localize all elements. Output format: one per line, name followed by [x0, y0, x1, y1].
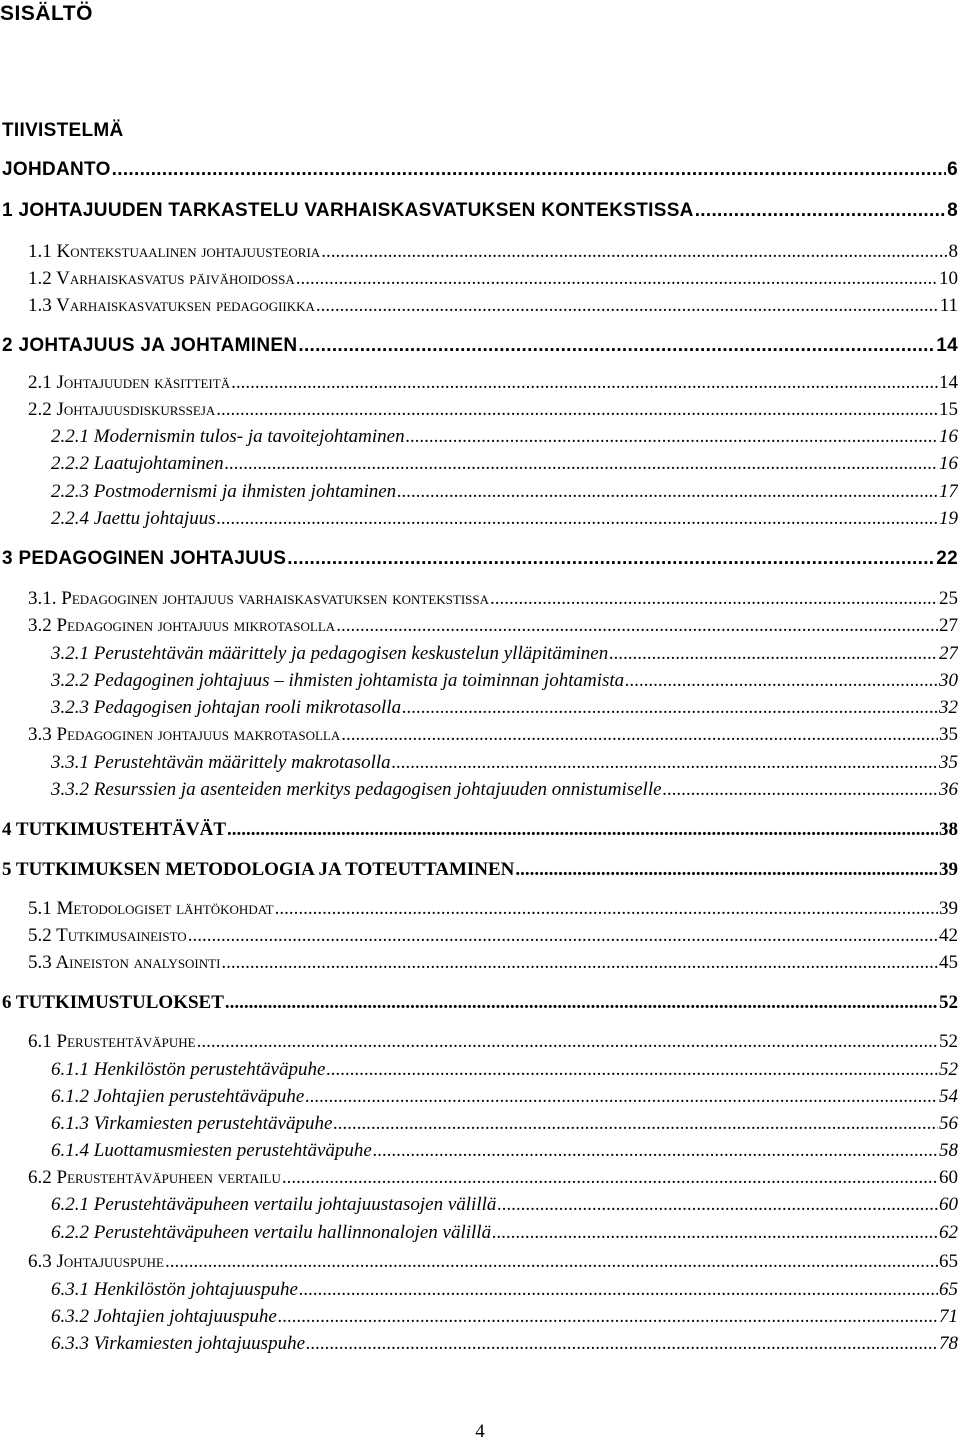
toc-entry[interactable]: [51, 1277, 958, 1303]
toc-entry-title: 3.3.1 Perustehtävän määrittely makrotasolla: [51, 752, 391, 773]
toc-dot-leader: [316, 293, 939, 319]
toc-entry[interactable]: [28, 239, 958, 265]
toc-entry-page: 60: [939, 1167, 958, 1188]
toc-entry-page: 45: [939, 952, 958, 973]
toc-entry-title: 3.2 Pedagoginen johtajuus mikrotasolla: [28, 615, 336, 636]
toc-entry-title: 6.2.1 Perustehtäväpuheen vertailu johtajuustasojen välillä: [51, 1194, 497, 1215]
toc-entry[interactable]: [28, 613, 958, 639]
toc-dot-leader: [296, 266, 938, 292]
toc-dot-leader: [282, 1165, 938, 1191]
toc-entry[interactable]: [28, 1029, 958, 1055]
toc-dot-leader: [299, 1277, 938, 1303]
toc-entry[interactable]: [51, 1304, 958, 1330]
toc-entry[interactable]: [2, 817, 958, 843]
toc-entry-title: 3.2.2 Pedagoginen johtajuus – ihmisten johtamista ja toiminnan johtamista: [51, 670, 625, 691]
toc-entry[interactable]: [28, 1249, 958, 1275]
toc-entry-title: 3.1. Pedagoginen johtajuus varhaiskasvatuksen kontekstissa: [28, 588, 490, 609]
toc-entry-page: 39: [939, 898, 958, 919]
toc-entry-title: 1.3 Varhaiskasvatuksen pedagogiikka: [28, 295, 315, 316]
toc-entry[interactable]: [2, 198, 958, 224]
toc-dot-leader: [392, 750, 938, 776]
toc-entry-page: 14: [939, 372, 958, 393]
toc-dot-leader: [197, 1029, 938, 1055]
toc-entry-title: 6.3.2 Johtajien johtajuuspuhe: [51, 1306, 277, 1327]
toc-entry-title: 3.2.1 Perustehtävän määrittely ja pedagogisen keskustelun ylläpitäminen: [51, 643, 609, 664]
toc-entry-title: 6.3 Johtajuuspuhe: [28, 1251, 164, 1272]
toc-entry-title: 2.2.2 Laatujohtaminen: [51, 453, 224, 474]
toc-entry[interactable]: [51, 1220, 958, 1246]
toc-entry[interactable]: [51, 451, 958, 477]
toc-entry-page: 30: [939, 670, 958, 691]
toc-dot-leader: [492, 1220, 938, 1246]
toc-entry-title: 6.2.2 Perustehtäväpuheen vertailu hallinnonalojen välillä: [51, 1222, 492, 1243]
toc-entry-page: 19: [939, 508, 958, 529]
toc-entry[interactable]: [28, 923, 958, 949]
toc-entry[interactable]: [51, 641, 958, 667]
toc-entry-title: 2.2 Johtajuusdiskursseja: [28, 399, 216, 420]
toc-entry-title: 1 JOHTAJUUDEN TARKASTELU VARHAISKASVATUKSEN KONTEKSTISSA: [2, 200, 694, 221]
toc-dot-leader: [625, 668, 938, 694]
toc-dot-leader: [217, 506, 938, 532]
toc-entry-page: 52: [939, 1031, 958, 1052]
toc-entry-page: 16: [939, 426, 958, 447]
toc-entry-title: 3.2.3 Pedagogisen johtajan rooli mikrotasolla: [51, 697, 402, 718]
toc-entry-page: 16: [939, 453, 958, 474]
toc-dot-leader: [515, 857, 938, 883]
toc-entry-title: 5.3 Aineiston analysointi: [28, 952, 221, 973]
toc-dot-leader: [397, 479, 938, 505]
toc-entry-page: 6: [947, 159, 958, 180]
toc-entry[interactable]: [2, 990, 958, 1016]
toc-entry[interactable]: [51, 1111, 958, 1137]
toc-dot-leader: [216, 397, 938, 423]
toc-entry-page: 14: [936, 335, 958, 356]
toc-entry-page: 35: [939, 724, 958, 745]
toc-dot-leader: [321, 239, 947, 265]
toc-entry-page: 36: [939, 779, 958, 800]
toc-entry-title: TIIVISTELMÄ: [2, 120, 124, 141]
toc-entry-title: 6 TUTKIMUSTULOKSET: [2, 992, 224, 1013]
toc-entry-page: 42: [939, 925, 958, 946]
toc-dot-leader: [497, 1192, 938, 1218]
toc-entry-page: 78: [939, 1333, 958, 1354]
toc-entry-page: 22: [936, 548, 958, 569]
toc-entry-page: 52: [939, 1059, 958, 1080]
toc-entry[interactable]: [51, 1138, 958, 1164]
toc-entry[interactable]: [2, 157, 958, 183]
toc-entry-page: 17: [939, 481, 958, 502]
toc-entry-page: 62: [939, 1222, 958, 1243]
toc-entry-page: 8: [947, 200, 958, 221]
toc-dot-leader: [298, 333, 935, 359]
toc-entry-title: 3 PEDAGOGINEN JOHTAJUUS: [2, 548, 287, 569]
toc-entry[interactable]: [28, 397, 958, 423]
toc-dot-leader: [333, 1111, 938, 1137]
toc-entry-page: 27: [939, 643, 958, 664]
toc-entry-page: 65: [939, 1251, 958, 1272]
toc-entry[interactable]: [2, 546, 958, 572]
toc-entry-title: 6.2 Perustehtäväpuheen vertailu: [28, 1167, 281, 1188]
toc-dot-leader: [227, 817, 938, 843]
toc-dot-leader: [663, 777, 938, 803]
toc-entry-title: JOHDANTO: [2, 159, 111, 180]
toc-dot-leader: [225, 451, 938, 477]
toc-entry[interactable]: [51, 777, 958, 803]
toc-entry[interactable]: [51, 750, 958, 776]
toc-entry-title: 5 TUTKIMUKSEN METODOLOGIA JA TOTEUTTAMINEN: [2, 859, 515, 880]
toc-entry-title: 3.3.2 Resurssien ja asenteiden merkitys pedagogisen johtajuuden onnistumiselle: [51, 779, 662, 800]
toc-entry-title: 3.3 Pedagoginen johtajuus makrotasolla: [28, 724, 341, 745]
toc-entry-title: 6.1.3 Virkamiesten perustehtäväpuhe: [51, 1113, 333, 1134]
toc-entry[interactable]: [28, 722, 958, 748]
toc-dot-leader: [306, 1331, 938, 1357]
toc-dot-leader: [165, 1249, 938, 1275]
toc-entry-page: 52: [939, 992, 958, 1013]
toc-entry-title: 4 TUTKIMUSTEHTÄVÄT: [2, 819, 227, 840]
toc-dot-leader: [275, 896, 938, 922]
toc-entry-title: 5.2 Tutkimusaineisto: [28, 925, 187, 946]
toc-entry[interactable]: [2, 333, 958, 359]
toc-dot-leader: [221, 950, 938, 976]
toc-entry[interactable]: [28, 266, 958, 292]
toc-entry-title: 1.1 Kontekstuaalinen johtajuusteoria: [28, 241, 321, 262]
toc-dot-leader: [326, 1057, 938, 1083]
toc-entry-page: 56: [939, 1113, 958, 1134]
toc-dot-leader: [406, 424, 938, 450]
toc-dot-leader: [695, 198, 946, 224]
toc-entry-title: 2.2.3 Postmodernismi ja ihmisten johtaminen: [51, 481, 397, 502]
toc-entry-title: 6.1.2 Johtajien perustehtäväpuhe: [51, 1086, 305, 1107]
toc-entry-page: 8: [948, 241, 958, 262]
toc-entry-page: 25: [939, 588, 958, 609]
toc-dot-leader: [341, 722, 938, 748]
toc-entry-page: 38: [939, 819, 958, 840]
toc-dot-leader: [278, 1304, 938, 1330]
toc-dot-leader: [225, 990, 938, 1016]
toc-entry-page: 71: [939, 1306, 958, 1327]
toc-dot-leader: [336, 613, 938, 639]
toc-entry-title: 2.2.4 Jaettu johtajuus: [51, 508, 216, 529]
toc-entry-title: 6.3.3 Virkamiesten johtajuuspuhe: [51, 1333, 306, 1354]
toc-entry-title: 6.3.1 Henkilöstön johtajuuspuhe: [51, 1279, 298, 1300]
toc-entry[interactable]: [51, 1331, 958, 1357]
toc-entry[interactable]: [51, 668, 958, 694]
toc-entry-page: 65: [939, 1279, 958, 1300]
toc-dot-leader: [490, 586, 938, 612]
toc-entry-page: 11: [939, 295, 958, 316]
toc-dot-leader: [188, 923, 938, 949]
toc-entry[interactable]: [28, 1165, 958, 1191]
toc-entry[interactable]: [51, 479, 958, 505]
toc-entry-page: 60: [939, 1194, 958, 1215]
toc-entry[interactable]: [28, 896, 958, 922]
toc-entry[interactable]: [28, 293, 958, 319]
toc-entry-title: 1.2 Varhaiskasvatus päivähoidossa: [28, 268, 295, 289]
toc-dot-leader: [402, 695, 938, 721]
toc-entry[interactable]: [28, 370, 958, 396]
toc-entry-page: 15: [939, 399, 958, 420]
toc-entry-title: 2 JOHTAJUUS JA JOHTAMINEN: [2, 335, 298, 356]
toc-entry[interactable]: [51, 1057, 958, 1083]
toc-entry[interactable]: [28, 950, 958, 976]
toc-entry-page: 35: [939, 752, 958, 773]
toc-entry-page: 32: [939, 697, 958, 718]
toc-entry-title: 6.1.1 Henkilöstön perustehtäväpuhe: [51, 1059, 326, 1080]
page-number: 4: [475, 1421, 485, 1442]
toc-entry-title: 6.1.4 Luottamusmiesten perustehtäväpuhe: [51, 1140, 372, 1161]
toc-entry-title: 2.2.1 Modernismin tulos- ja tavoitejohtaminen: [51, 426, 405, 447]
toc-entry-page: 54: [939, 1086, 958, 1107]
toc-dot-leader: [287, 546, 935, 572]
toc-entry-title: 2.1 Johtajuuden käsitteitä: [28, 372, 231, 393]
toc-dot-leader: [609, 641, 938, 667]
toc-entry-page: 10: [939, 268, 958, 289]
toc-entry[interactable]: [51, 424, 958, 450]
toc-entry-page: 27: [939, 615, 958, 636]
toc-dot-leader: [305, 1084, 938, 1110]
toc-entry-title: 5.1 Metodologiset lähtökohdat: [28, 898, 274, 919]
toc-entry[interactable]: [51, 1084, 958, 1110]
toc-dot-leader: [231, 370, 938, 396]
toc-entry[interactable]: [51, 1192, 958, 1218]
toc-dot-leader: [112, 157, 946, 183]
toc-entry-page: 58: [939, 1140, 958, 1161]
toc-entry[interactable]: [2, 118, 124, 144]
toc-entry-title: 6.1 Perustehtäväpuhe: [28, 1031, 196, 1052]
toc-entry[interactable]: [51, 506, 958, 532]
toc-entry[interactable]: [28, 586, 958, 612]
toc-entry[interactable]: [2, 857, 958, 883]
toc-dot-leader: [373, 1138, 938, 1164]
toc-entry[interactable]: [51, 695, 958, 721]
toc-entry-page: 39: [939, 859, 958, 880]
page-title: SISÄLTÖ: [0, 2, 93, 25]
